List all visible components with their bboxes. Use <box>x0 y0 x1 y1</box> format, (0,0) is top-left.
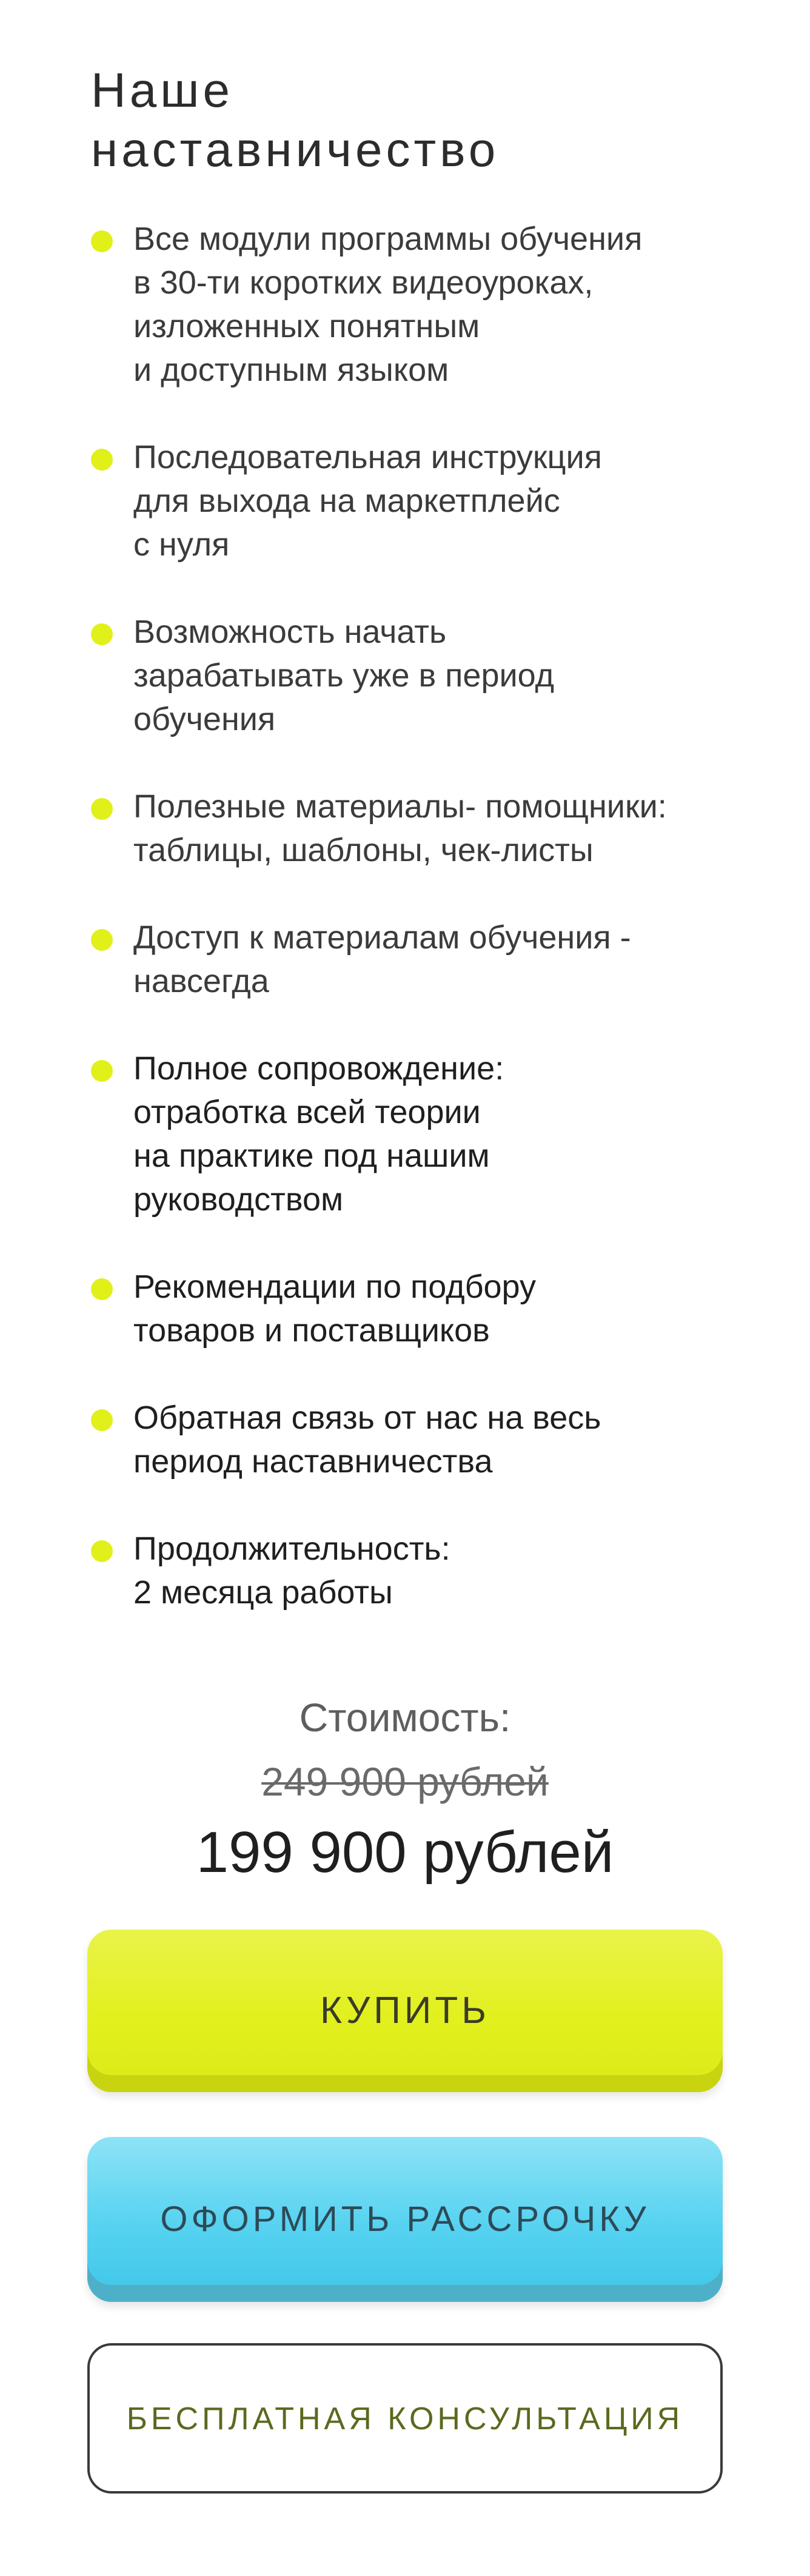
free-consultation-button[interactable]: БЕСПЛАТНАЯ КОНСУЛЬТАЦИЯ <box>87 2343 723 2494</box>
feature-item <box>91 785 758 872</box>
feature-item <box>91 610 758 741</box>
bullet-icon <box>91 230 113 252</box>
bullet-icon <box>91 449 113 471</box>
bullet-icon <box>91 798 113 820</box>
feature-item <box>91 1396 758 1483</box>
feature-text: Все модули программы обучения в 30-ти коротких видеоуроках, изложенных понятным и доступным языком <box>133 221 643 388</box>
feature-text: Обратная связь от нас на весь период наставничества <box>133 1400 601 1480</box>
bullet-icon <box>91 1540 113 1562</box>
buy-button[interactable]: КУПИТЬ <box>87 1930 723 2092</box>
installment-button[interactable]: ОФОРМИТЬ РАССРОЧКУ <box>87 2137 723 2302</box>
feature-text: Последовательная инструкция для выхода на маркетплейс с нуля <box>133 439 602 563</box>
feature-item <box>91 1527 758 1614</box>
old-price <box>0 1757 810 1806</box>
new-price: 199 900 рублей <box>196 1820 614 1885</box>
feature-item <box>91 435 758 566</box>
feature-item <box>91 916 758 1003</box>
feature-text: Продолжительность: 2 месяца работы <box>133 1531 450 1611</box>
bullet-icon <box>91 1278 113 1300</box>
old-price-value: 249 900 рублей <box>261 1759 549 1804</box>
feature-item <box>91 1265 758 1352</box>
feature-text: Доступ к материалам обучения - навсегда <box>133 919 631 999</box>
bullet-icon <box>91 623 113 645</box>
bullet-icon <box>91 1060 113 1082</box>
feature-text: Полезные материалы- помощники: таблицы, шаблоны, чек-листы <box>133 788 667 868</box>
features-list <box>91 217 758 1658</box>
price-label: Стоимость: <box>299 1695 511 1740</box>
feature-text: Полное сопровождение: отработка всей теории на практике под нашим руководством <box>133 1050 504 1218</box>
bullet-icon <box>91 929 113 951</box>
feature-item <box>91 217 758 392</box>
bullet-icon <box>91 1409 113 1431</box>
section-title: Наше наставничество <box>91 63 500 176</box>
feature-text: Рекомендации по подбору товаров и поставщиков <box>133 1269 536 1349</box>
feature-item <box>91 1047 758 1221</box>
feature-text: Возможность начать зарабатывать уже в период обучения <box>133 614 555 737</box>
